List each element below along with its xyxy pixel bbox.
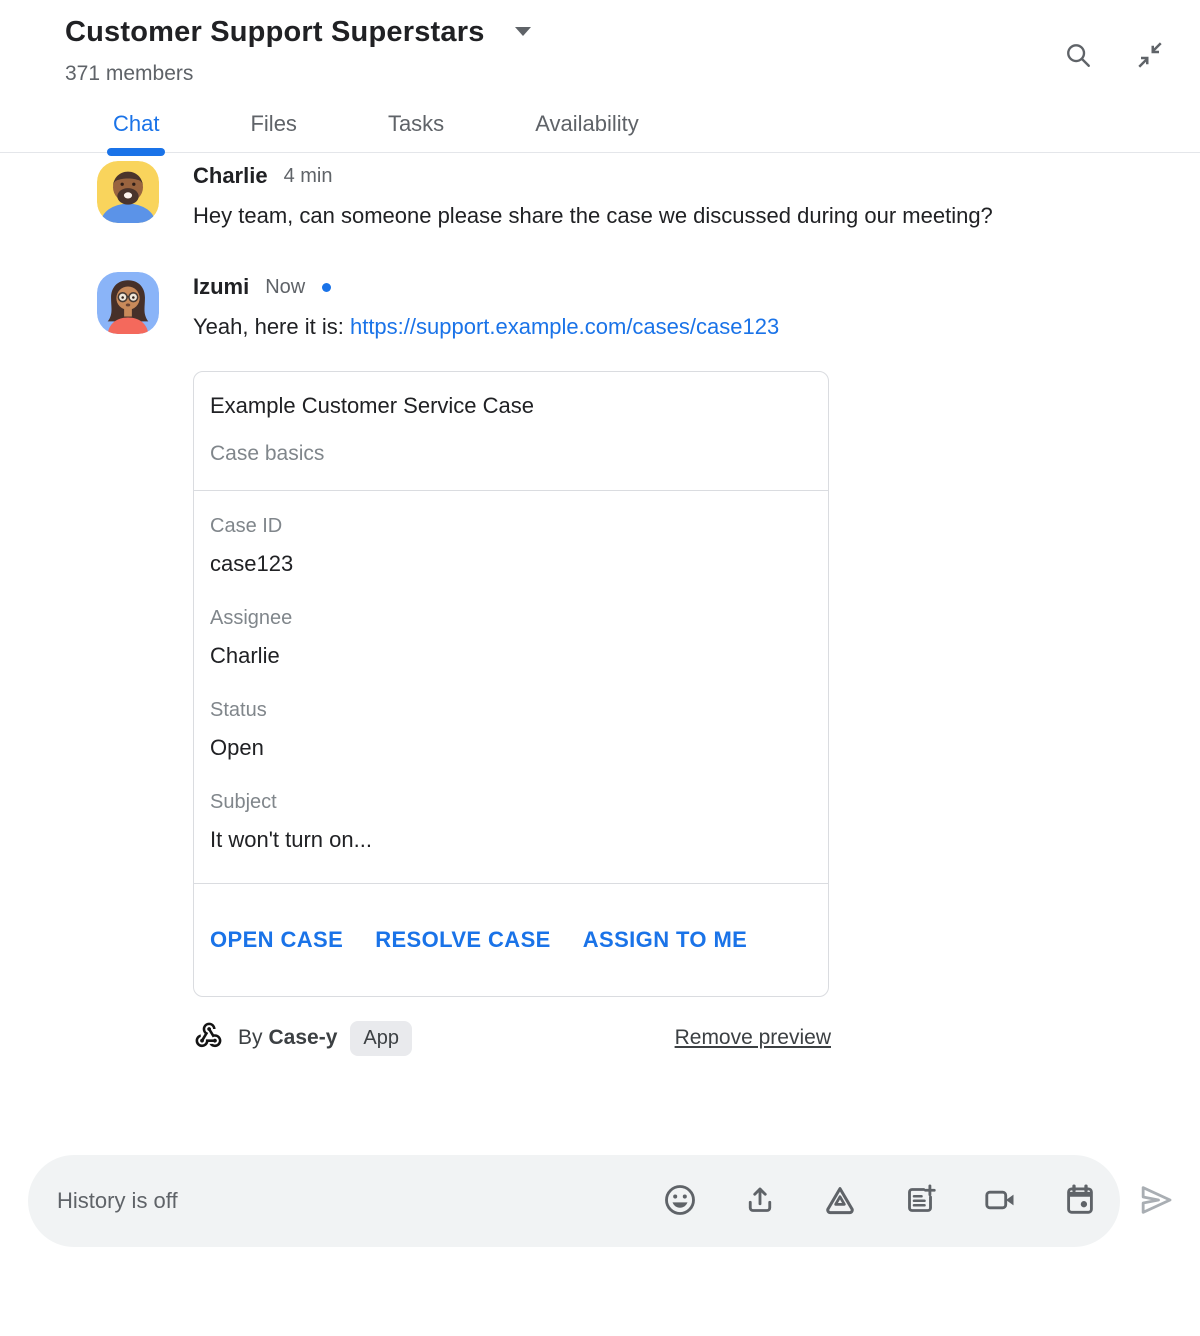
avatar-charlie[interactable] <box>97 161 159 223</box>
upload-button[interactable] <box>736 1177 784 1225</box>
space-header <box>0 0 1200 153</box>
case-preview-card <box>193 371 829 997</box>
search-icon <box>1063 40 1093 73</box>
message-izumi <box>97 272 1135 1056</box>
collapse-icon <box>1135 40 1165 73</box>
message-author[interactable]: Izumi <box>193 274 250 299</box>
open-case-button[interactable]: OPEN CASE <box>210 927 344 952</box>
field-label: Subject <box>210 791 277 813</box>
message-composer <box>28 1155 1180 1247</box>
calendar-button[interactable] <box>1056 1177 1104 1225</box>
calendar-icon <box>1062 1182 1098 1221</box>
space-title: Customer Support Superstars <box>65 16 485 48</box>
notes-add-icon <box>902 1182 938 1221</box>
send-icon <box>1136 1180 1176 1223</box>
space-menu-button[interactable] <box>511 23 535 42</box>
tab-tasks-label: Tasks <box>387 111 445 136</box>
composer-pill <box>28 1155 1120 1247</box>
tab-files-label: Files <box>250 111 297 136</box>
attribution-prefix: By <box>238 1026 263 1049</box>
field-label: Status <box>210 699 267 721</box>
card-attribution <box>193 1020 831 1056</box>
assign-to-me-button[interactable]: ASSIGN TO ME <box>582 927 748 952</box>
field-assignee <box>210 607 812 669</box>
card-subtitle: Case basics <box>210 442 325 465</box>
field-value: It won't turn on... <box>210 827 372 852</box>
app-badge: App <box>350 1021 412 1056</box>
chevron-down-icon <box>511 23 535 42</box>
field-value: Open <box>210 735 264 760</box>
drive-button[interactable] <box>816 1177 864 1225</box>
member-count: 371 members <box>65 62 194 85</box>
tab-files[interactable] <box>244 110 302 152</box>
tab-chat-label: Chat <box>113 111 160 136</box>
emoji-icon <box>662 1182 698 1221</box>
message-author[interactable]: Charlie <box>193 163 268 188</box>
field-label: Assignee <box>210 607 293 629</box>
tab-availability[interactable] <box>529 110 645 152</box>
send-button[interactable] <box>1132 1177 1180 1225</box>
message-text: Hey team, can someone please share the case we discussed during our meeting? <box>193 203 993 228</box>
message-text-prefix: Yeah, here it is: <box>193 314 350 339</box>
tab-bar <box>0 110 1200 153</box>
search-button[interactable] <box>1054 32 1102 80</box>
video-call-button[interactable] <box>976 1177 1024 1225</box>
field-value: case123 <box>210 551 294 576</box>
notes-add-button[interactable] <box>896 1177 944 1225</box>
message-text <box>193 307 1113 347</box>
field-status <box>210 699 812 761</box>
field-label: Case ID <box>210 515 283 537</box>
message-timestamp: Now <box>265 275 306 298</box>
message-list <box>0 153 1200 1056</box>
remove-preview-button[interactable]: Remove preview <box>674 1026 831 1049</box>
tab-chat[interactable] <box>107 110 165 152</box>
field-case-id <box>210 515 812 577</box>
field-value: Charlie <box>210 643 280 668</box>
field-subject <box>210 791 812 853</box>
video-icon <box>982 1182 1018 1221</box>
emoji-button[interactable] <box>656 1177 704 1225</box>
drive-icon <box>822 1182 858 1221</box>
webhook-icon <box>193 1020 224 1056</box>
card-title: Example Customer Service Case <box>210 393 535 418</box>
case-link[interactable]: https://support.example.com/cases/case123 <box>349 314 780 339</box>
upload-icon <box>742 1182 778 1221</box>
unread-dot <box>322 283 331 292</box>
tab-tasks[interactable] <box>382 110 450 152</box>
tab-availability-label: Availability <box>535 111 639 136</box>
avatar-izumi[interactable] <box>97 272 159 334</box>
collapse-button[interactable] <box>1126 32 1174 80</box>
message-timestamp: 4 min <box>283 164 333 187</box>
app-name: Case-y <box>268 1026 338 1049</box>
message-charlie <box>97 161 1135 236</box>
resolve-case-button[interactable]: RESOLVE CASE <box>375 927 551 952</box>
message-input[interactable]: History is off <box>57 1188 178 1213</box>
